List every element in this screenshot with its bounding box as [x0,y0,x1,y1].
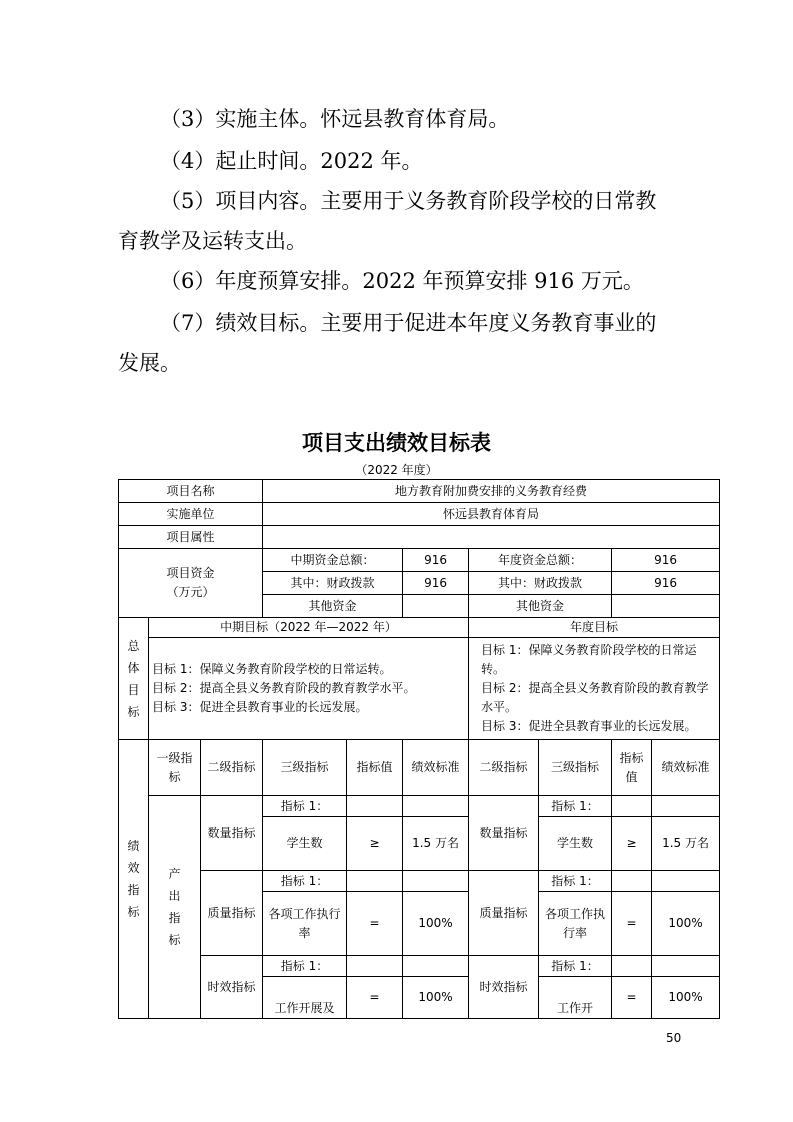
mid-fiscal-value: 916 [403,572,469,595]
year-goal-item: 目标 2：提高全县义务教育阶段的教育教学水平。 [481,681,709,714]
quantity-name-right: 学生数 [539,817,612,871]
quality-standard-right: 100% [652,892,720,956]
funds-unit: （万元） [166,585,215,599]
paragraph-implementer: （3）实施主体。怀远县教育体育局。 [160,107,510,131]
year-other-label: 其他资金 [469,595,612,618]
mid-goal-header: 中期目标（2022 年—2022 年） [149,618,469,638]
attr-label: 项目属性 [119,526,263,549]
mid-other-label: 其他资金 [263,595,403,618]
quantity-sub-label-right: 指标 1： [539,796,612,817]
quantity-level2: 数量指标 [201,796,263,871]
mid-total-value: 916 [403,549,469,572]
quantity-standard-right: 1.5 万名 [652,817,720,871]
mid-goal-item: 目标 1：保障义务教育阶段学校的日常运转。 [152,662,392,676]
table-row [119,740,720,796]
year-goal-items [469,638,720,740]
project-name-label: 项目名称 [119,480,263,503]
table-row [119,526,720,549]
timeliness-standard: 100% [403,977,469,1019]
paragraph-content-line2: 育教学及运转支出。 [118,229,307,253]
table-row [119,956,720,977]
header-level3-right: 三级指标 [539,740,612,796]
mid-other-value [403,595,469,618]
mid-goal-item: 目标 3：促进全县教育事业的长远发展。 [152,700,368,714]
attr-value [263,526,720,549]
quality-sub-label: 指标 1： [263,871,347,892]
header-value: 指标值 [347,740,403,796]
table-row [119,871,720,892]
table-row [119,618,720,638]
timeliness-sub-label: 指标 1： [263,956,347,977]
year-other-value [612,595,720,618]
mid-fiscal-label: 其中：财政拨款 [263,572,403,595]
paragraph-period: （4）起止时间。2022 年。 [160,149,423,173]
table-title: 项目支出绩效目标表 [302,431,491,455]
funds-label: 项目资金 [166,566,215,580]
header-level2-right: 二级指标 [469,740,539,796]
table-row [119,503,720,526]
table-row [119,480,720,503]
timeliness-level2-right: 时效指标 [469,956,539,1019]
header-standard-right: 绩效标准 [652,740,720,796]
year-fiscal-label: 其中：财政拨款 [469,572,612,595]
paragraph-content-line1: （5）项目内容。主要用于义务教育阶段学校的日常教 [160,189,657,213]
unit-value: 怀远县教育体育局 [263,503,720,526]
quantity-level2-right: 数量指标 [469,796,539,871]
timeliness-name-right: 工作开 [539,977,612,1019]
timeliness-value-right: = [612,977,652,1019]
table-row [119,796,720,817]
quantity-value-right: ≥ [612,817,652,871]
quality-sub-label-right: 指标 1： [539,871,612,892]
paragraph-goal-line2: 发展。 [118,351,181,375]
quality-name: 各项工作执行率 [263,892,347,956]
output-label-cell [149,796,201,1019]
year-goal-item: 目标 1：保障义务教育阶段学校的日常运转。 [481,643,697,676]
quantity-sub-label: 指标 1： [263,796,347,817]
timeliness-value: = [347,977,403,1019]
quality-value: = [347,892,403,956]
overall-goal-label-cell [119,618,149,740]
overall-goal-label: 总体目标 [127,638,140,719]
quality-standard: 100% [403,892,469,956]
timeliness-sub-label-right: 指标 1： [539,956,612,977]
timeliness-name: 工作开展及 [263,977,347,1019]
quality-value-right: = [612,892,652,956]
indicators-label: 绩效指标 [127,839,140,919]
header-standard: 绩效标准 [403,740,469,796]
year-total-value: 916 [612,549,720,572]
mid-goal-item: 目标 2：提高全县义务教育阶段的教育教学水平。 [152,681,416,695]
timeliness-standard-right: 100% [652,977,720,1019]
paragraph-budget: （6）年度预算安排。2022 年预算安排 916 万元。 [160,269,644,293]
quality-level2-right: 质量指标 [469,871,539,956]
table-row [119,549,720,572]
funds-label-cell [119,549,263,618]
indicators-label-cell [119,740,149,1019]
paragraph-goal-line1: （7）绩效目标。主要用于促进本年度义务教育事业的 [160,311,657,335]
quality-level2: 质量指标 [201,871,263,956]
header-level2: 二级指标 [201,740,263,796]
project-name-value: 地方教育附加费安排的义务教育经费 [263,480,720,503]
page-number: 50 [666,1031,682,1045]
table-subtitle: （2022 年度） [355,463,438,477]
year-goal-item: 目标 3：促进全县教育事业的长远发展。 [481,719,697,733]
timeliness-level2: 时效指标 [201,956,263,1019]
quantity-value: ≥ [347,817,403,871]
quantity-name: 学生数 [263,817,347,871]
unit-label: 实施单位 [119,503,263,526]
header-level3: 三级指标 [263,740,347,796]
quantity-standard: 1.5 万名 [403,817,469,871]
mid-total-label: 中期资金总额： [263,549,403,572]
mid-goal-items [149,638,469,740]
table-row [119,638,720,740]
output-label: 产出指标 [168,867,181,947]
year-goal-header: 年度目标 [469,618,720,638]
performance-table [118,479,720,1019]
year-fiscal-value: 916 [612,572,720,595]
header-level1: 一级指标 [149,740,201,796]
quality-name-right: 各项工作执行率 [539,892,612,956]
year-total-label: 年度资金总额： [469,549,612,572]
header-value-right: 指标值 [612,740,652,796]
